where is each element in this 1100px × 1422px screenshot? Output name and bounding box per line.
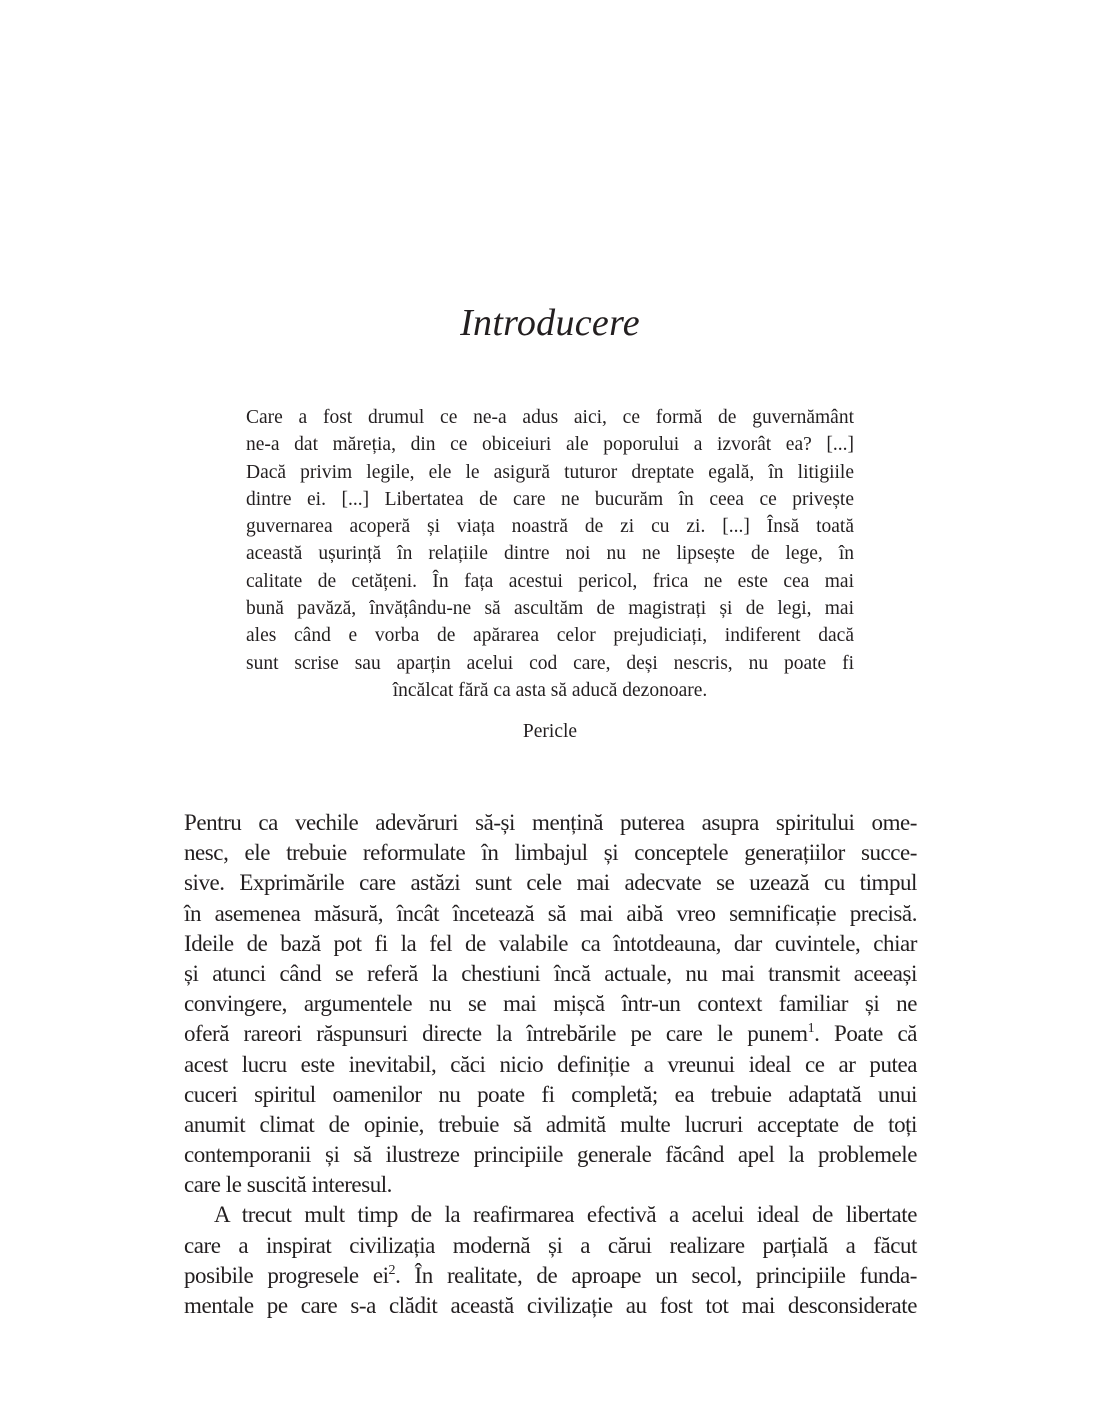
text-line: acest lucru este inevitabil, căci nicio definiție a vreunui ideal ce ar putea xyxy=(184,1051,917,1077)
text-line: A trecut mult timp de la reafirmarea efectivă a acelui ideal de libertate xyxy=(214,1202,917,1228)
epigraph-line: încălcat fără ca asta să aducă dezonoare. xyxy=(392,679,708,701)
text-line: cuceri spiritul oamenilor nu poate fi completă; ea trebuie adaptată unui xyxy=(184,1081,917,1107)
text-line: mentale pe care s-a clădit această civilizație au fost tot mai desconsiderate xyxy=(184,1293,917,1318)
text-segment: posibile progresele ei xyxy=(184,1262,389,1288)
text-segment: . Poate că xyxy=(814,1021,917,1047)
epigraph-attribution: Pericle xyxy=(522,721,578,742)
epigraph-line: guvernarea acoperă și viața noastră de zi cu zi. [...] Însă toată xyxy=(246,516,854,538)
text-segment: oferă rareori răspunsuri directe la întrebările pe care le punem xyxy=(184,1021,808,1047)
text-line: care a inspirat civilizația modernă și a cărui realizare parțială a făcut xyxy=(184,1232,917,1258)
text-line: nesc, ele trebuie reformulate în limbajul și conceptele generațiilor succe- xyxy=(184,840,917,866)
body-text xyxy=(184,808,917,1321)
text-line: și atunci când se referă la chestiuni încă actuale, nu mai transmit aceeași xyxy=(184,960,917,986)
text-line: sive. Exprimările care astăzi sunt cele mai adecvate se uzează cu timpul xyxy=(184,870,917,896)
epigraph-line: ne-a dat măreția, din ce obiceiuri ale poporului a izvorât ea? [...] xyxy=(246,434,854,456)
text-line: contemporanii și să ilustreze principiile generale făcând apel la problemele xyxy=(184,1142,917,1168)
text-line xyxy=(184,1019,917,1049)
epigraph-line: bună pavăză, învățându-ne să ascultăm de magistrați și de legi, mai xyxy=(246,598,854,620)
epigraph-line: sunt scrise sau aparțin acelui cod care, deși nescris, nu poate fi xyxy=(246,652,854,674)
footnote-marker-2[interactable]: 2 xyxy=(388,1262,396,1278)
epigraph-line: dintre ei. [...] Libertatea de care ne bucurăm în ceea ce privește xyxy=(246,488,854,510)
text-segment: . În realitate, de aproape un secol, principiile funda- xyxy=(395,1262,917,1288)
epigraph-line: această ușurință în relațiile dintre noi nu ne lipsește de lege, în xyxy=(246,543,854,565)
epigraph-line: Care a fost drumul ce ne-a adus aici, ce formă de guvernământ xyxy=(246,407,854,428)
footnote-marker-1[interactable]: 1 xyxy=(807,1021,815,1037)
text-line: Ideile de bază pot fi la fel de valabile ca întotdeauna, dar cuvintele, chiar xyxy=(184,930,917,956)
text-line xyxy=(184,1261,917,1291)
text-line: convingere, argumentele nu se mai mișcă într-un context familiar și ne xyxy=(184,991,917,1017)
text-line: în asemenea măsură, încât încetează să mai aibă vreo semnificație precisă. xyxy=(184,900,917,926)
text-line: care le suscită interesul. xyxy=(184,1172,392,1198)
epigraph-line: ales când e vorba de apărarea celor prejudiciați, indiferent dacă xyxy=(246,625,854,647)
epigraph-line: calitate de cetățeni. În fața acestui pericol, frica ne este cea mai xyxy=(246,570,854,592)
epigraph-quote xyxy=(246,404,854,704)
epigraph-line: Dacă privim legile, ele le asigură tuturor dreptate egală, în litigiile xyxy=(246,461,854,483)
text-line: Pentru ca vechile adevăruri să-și mențină puterea asupra spiritului ome- xyxy=(184,810,917,835)
chapter-title: Introducere xyxy=(460,302,640,344)
text-line: anumit climat de opinie, trebuie să admită multe lucruri acceptate de toți xyxy=(184,1111,917,1137)
